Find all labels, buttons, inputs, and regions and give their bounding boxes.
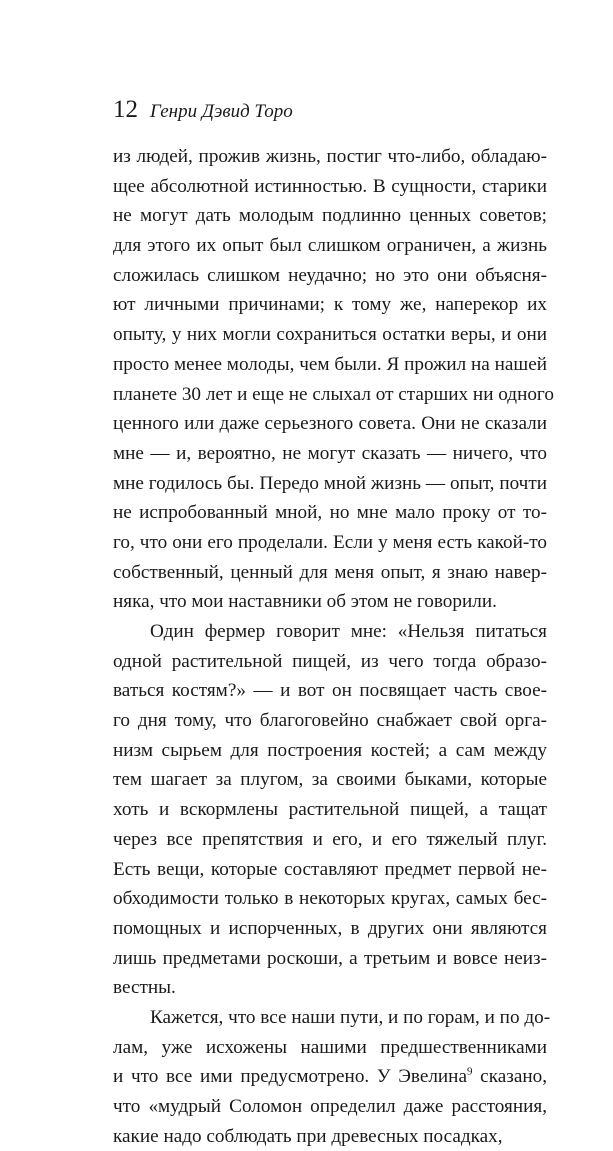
text-line: собственный, ценный для меня опыт, я знаю навер- <box>113 561 547 583</box>
paragraph <box>113 617 547 1003</box>
text-line: ваться костям?» — и вот он посвящает часть свое- <box>113 680 547 702</box>
text-line: планете 30 лет и еще не слыхал от старших ни одного <box>113 383 554 405</box>
text-line: мне — и, вероятно, не могут сказать — ничего, что <box>113 442 547 464</box>
running-title: Генри Дэвид Торо <box>150 101 293 122</box>
text-line: опыту, у них могли сохраниться остатки веры, и они <box>113 324 547 346</box>
text-line: няка, что мои наставники об этом не говорили. <box>113 591 497 613</box>
text-line: не испробованный мной, но мне мало проку от то- <box>113 502 547 524</box>
text-line: хоть и вскормлены растительной пищей, а тащат <box>113 799 547 821</box>
text-line: обходимости только в некоторых кругах, самых бес- <box>113 888 547 910</box>
text-line: что «мудрый Соломон определил даже расстояния, <box>113 1096 547 1117</box>
page-number: 12 <box>113 96 138 123</box>
text-line: вестны. <box>113 977 176 999</box>
text-line: из людей, прожив жизнь, постиг что-либо, обладаю- <box>113 146 547 167</box>
text-line: Один фермер говорит мне: «Нельзя питаться <box>150 621 547 642</box>
text-line: щее абсолютной истинностью. В сущности, старики <box>113 175 547 197</box>
text-line: помощных и испорченных, в других они являются <box>113 917 547 939</box>
text-line: просто менее молоды, чем были. Я прожил на нашей <box>113 353 547 375</box>
text-line: сложилась слишком неудачно; но это они объясня- <box>113 264 547 286</box>
text-line: лишь предметами роскоши, а третьим и вовсе неиз- <box>113 947 547 969</box>
text-line: ценного или даже серьезного совета. Они не сказали <box>113 413 547 435</box>
page-header <box>113 96 293 124</box>
paragraph <box>113 142 554 617</box>
text-line: одной растительной пищей, из чего тогда образо- <box>113 650 547 672</box>
text-line: не могут дать молодым подлинно ценных советов; <box>113 205 547 227</box>
text-line: ют личными причинами; к тому же, наперекор их <box>113 294 547 316</box>
text-line: какие надо соблюдать при древесных посадках, <box>113 1125 503 1147</box>
text-line: Кажется, что все наши пути, и по горам, и по до- <box>150 1006 551 1028</box>
paragraph <box>113 1003 551 1151</box>
text-line: и что все ими предусмотрено. У Эвелина$^9$ сказано, <box>113 1065 547 1088</box>
text-line: низм сырьем для построения костей; а сам между <box>113 739 547 761</box>
text-line: через все препятствия и его, и его тяжелый плуг. <box>113 828 547 850</box>
text-line: лам, уже исхожены нашими предшественниками <box>113 1036 547 1058</box>
text-line: для этого их опыт был слишком ограничен, а жизнь <box>113 235 547 257</box>
text-line: тем шагает за плугом, за своими быками, которые <box>113 769 547 791</box>
text-line: го, что они его проделали. Если у меня есть какой-то <box>113 531 547 553</box>
footnote-marker[interactable]: 9 <box>466 1065 473 1078</box>
text-line: го дня тому, что благоговейно снабжает свой орга- <box>113 710 547 732</box>
text-line: Есть вещи, которые составляют предмет первой не- <box>113 858 547 880</box>
text-line: мне годилось бы. Передо мной жизнь — опыт, почти <box>113 472 547 494</box>
